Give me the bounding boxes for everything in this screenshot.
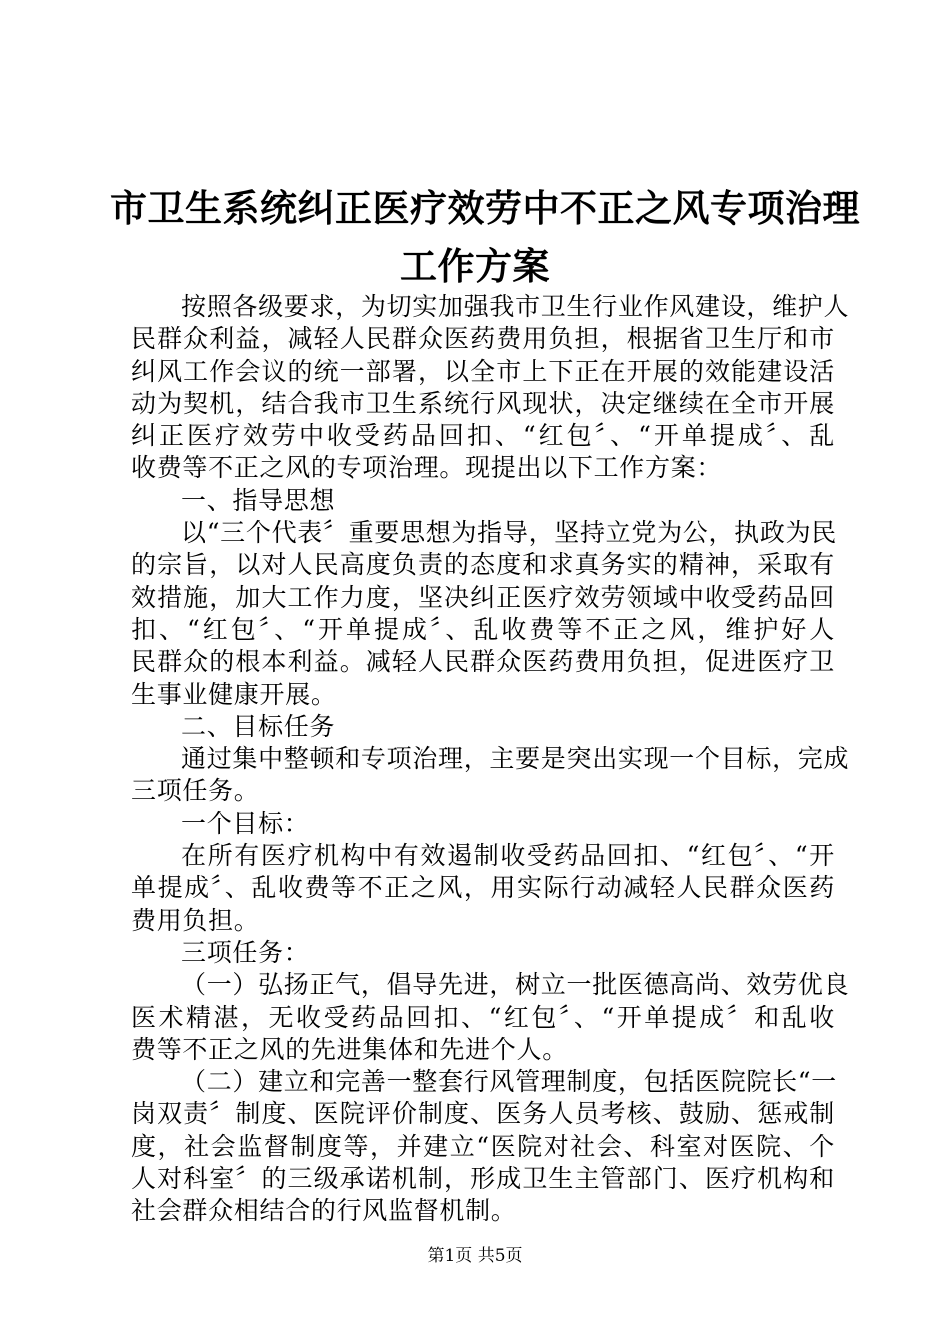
body-line: 岗双责〞制度、医院评价制度、医务人员考核、鼓励、惩戒制	[131, 1099, 835, 1129]
section-heading: 二、目标任务	[181, 711, 336, 741]
document-body	[131, 291, 850, 1228]
body-line: 纠正医疗效劳中收受药品回扣、“红包〞、“开单提成〞、乱	[131, 421, 835, 451]
body-line: 费等不正之风的先进集体和先进个人。	[131, 1034, 568, 1064]
body-line: 扣、“红包〞、“开单提成〞、乱收费等不正之风，维护好人	[131, 614, 835, 644]
body-line: 生事业健康开展。	[131, 679, 337, 709]
body-line: 按照各级要求，为切实加强我市卫生行业作风建设，维护人	[181, 292, 850, 321]
body-line: 民群众的根本利益。减轻人民群众医药费用负担，促进医疗卫	[131, 647, 835, 677]
body-line: 费用负担。	[131, 905, 260, 935]
body-line: 以“三个代表〞重要思想为指导，坚持立党为公，执政为民	[181, 518, 837, 548]
document-title-line-1: 市卫生系统纠正医疗效劳中不正之风专项治理	[110, 187, 860, 230]
document-title-line-2: 工作方案	[400, 245, 550, 288]
body-line: 三项任务。	[131, 776, 260, 806]
body-line: 的宗旨，以对人民高度负责的态度和求真务实的精神，采取有	[131, 550, 835, 580]
body-line: 收费等不正之风的专项治理。现提出以下工作方案：	[131, 453, 723, 483]
body-line: 民群众利益，减轻人民群众医药费用负担，根据省卫生厅和市	[131, 324, 835, 354]
body-line: 通过集中整顿和专项治理，主要是突出实现一个目标，完成	[181, 744, 850, 774]
body-line: 人对科室〞的三级承诺机制，形成卫生主管部门、医疗机构和	[131, 1164, 835, 1194]
body-line: 医术精湛，无收受药品回扣、“红包〞、“开单提成〞和乱收	[131, 1002, 835, 1032]
body-line: 社会群众相结合的行风监督机制。	[131, 1196, 517, 1226]
page-footer: 第1页 共5页	[427, 1246, 523, 1266]
body-line: 效措施，加大工作力度，坚决纠正医疗效劳领域中收受药品回	[131, 582, 835, 612]
body-line: 度，社会监督制度等，并建立“医院对社会、科室对医院、个	[131, 1131, 835, 1161]
body-line: （一）弘扬正气，倡导先进，树立一批医德高尚、效劳优良	[181, 970, 850, 1000]
body-line: （二）建立和完善一整套行风管理制度，包括医院院长“一	[181, 1067, 837, 1097]
body-line: 纠风工作会议的统一部署，以全市上下正在开展的效能建设活	[131, 356, 835, 386]
body-line: 单提成〞、乱收费等不正之风，用实际行动减轻人民群众医药	[131, 873, 835, 903]
section-heading: 一、指导思想	[181, 485, 336, 515]
subsection-heading: 三项任务：	[181, 937, 310, 967]
body-line: 动为契机，结合我市卫生系统行风现状，决定继续在全市开展	[131, 388, 835, 418]
subsection-heading: 一个目标：	[181, 808, 310, 838]
body-line: 在所有医疗机构中有效遏制收受药品回扣、“红包〞、“开	[181, 841, 835, 871]
